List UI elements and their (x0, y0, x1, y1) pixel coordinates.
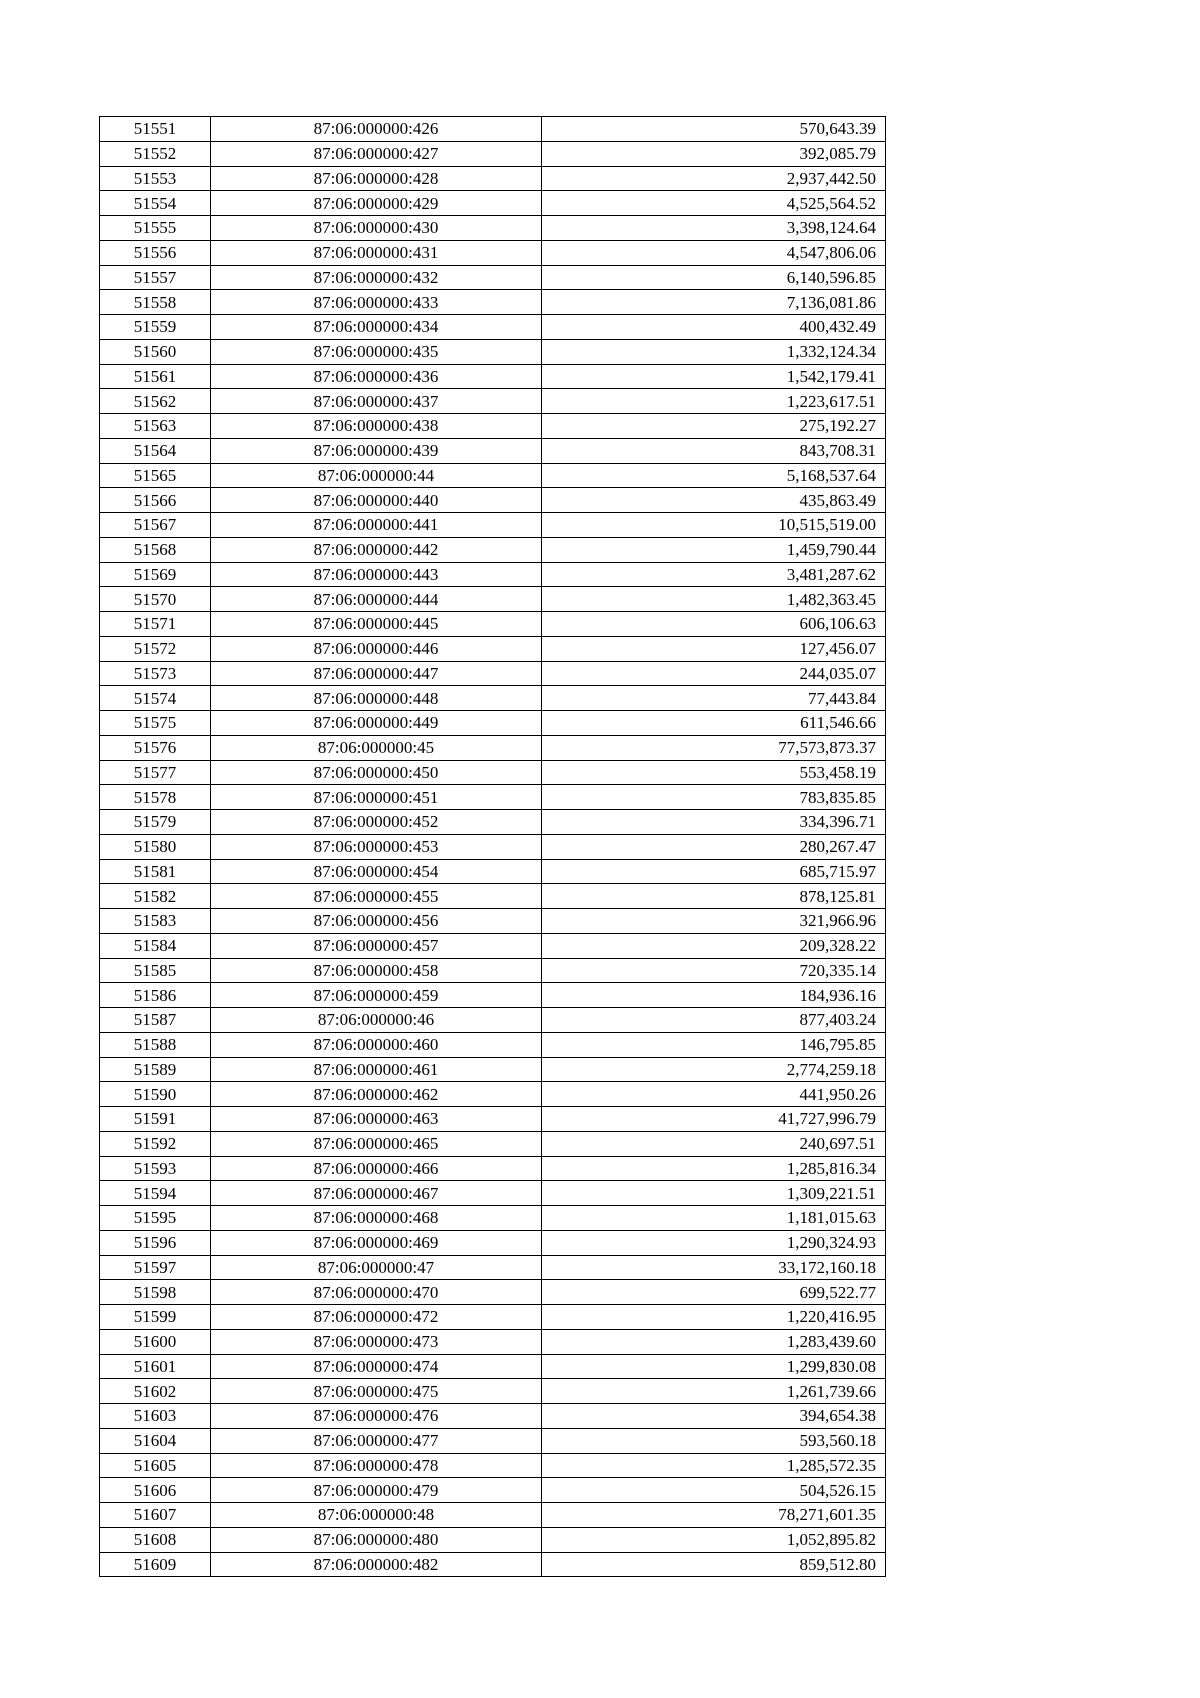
value-cell: 5,168,537.64 (542, 463, 886, 488)
cadastral-number-cell: 87:06:000000:440 (211, 488, 542, 513)
row-number-cell: 51568 (100, 537, 211, 562)
table-row (100, 1478, 886, 1503)
row-number-cell: 51561 (100, 364, 211, 389)
table-row (100, 488, 886, 513)
table-row (100, 1503, 886, 1528)
value-cell: 7,136,081.86 (542, 290, 886, 315)
value-cell: 878,125.81 (542, 884, 886, 909)
cadastral-number-cell: 87:06:000000:477 (211, 1428, 542, 1453)
table-row (100, 859, 886, 884)
cadastral-number-cell: 87:06:000000:468 (211, 1206, 542, 1231)
cadastral-number-cell: 87:06:000000:48 (211, 1503, 542, 1528)
table-row (100, 612, 886, 637)
data-table (99, 116, 886, 1577)
value-cell: 321,966.96 (542, 909, 886, 934)
row-number-cell: 51574 (100, 686, 211, 711)
row-number-cell: 51575 (100, 711, 211, 736)
cadastral-number-cell: 87:06:000000:475 (211, 1379, 542, 1404)
table-row (100, 686, 886, 711)
cadastral-number-cell: 87:06:000000:452 (211, 810, 542, 835)
cadastral-number-cell: 87:06:000000:456 (211, 909, 542, 934)
value-cell: 720,335.14 (542, 958, 886, 983)
value-cell: 606,106.63 (542, 612, 886, 637)
row-number-cell: 51562 (100, 389, 211, 414)
row-number-cell: 51586 (100, 983, 211, 1008)
table-row (100, 1107, 886, 1132)
value-cell: 1,542,179.41 (542, 364, 886, 389)
value-cell: 400,432.49 (542, 315, 886, 340)
value-cell: 33,172,160.18 (542, 1255, 886, 1280)
cadastral-number-cell: 87:06:000000:426 (211, 117, 542, 142)
table-row (100, 1206, 886, 1231)
table-row (100, 265, 886, 290)
table-row (100, 1527, 886, 1552)
row-number-cell: 51578 (100, 785, 211, 810)
value-cell: 441,950.26 (542, 1082, 886, 1107)
row-number-cell: 51593 (100, 1156, 211, 1181)
value-cell: 1,261,739.66 (542, 1379, 886, 1404)
cadastral-number-cell: 87:06:000000:436 (211, 364, 542, 389)
row-number-cell: 51557 (100, 265, 211, 290)
table-row (100, 414, 886, 439)
value-cell: 1,223,617.51 (542, 389, 886, 414)
cadastral-number-cell: 87:06:000000:47 (211, 1255, 542, 1280)
table-row (100, 1181, 886, 1206)
row-number-cell: 51551 (100, 117, 211, 142)
value-cell: 77,443.84 (542, 686, 886, 711)
row-number-cell: 51583 (100, 909, 211, 934)
table-row (100, 1453, 886, 1478)
table-row (100, 760, 886, 785)
cadastral-number-cell: 87:06:000000:461 (211, 1057, 542, 1082)
row-number-cell: 51558 (100, 290, 211, 315)
value-cell: 146,795.85 (542, 1032, 886, 1057)
cadastral-number-cell: 87:06:000000:459 (211, 983, 542, 1008)
value-cell: 334,396.71 (542, 810, 886, 835)
cadastral-number-cell: 87:06:000000:478 (211, 1453, 542, 1478)
row-number-cell: 51603 (100, 1404, 211, 1429)
cadastral-number-cell: 87:06:000000:460 (211, 1032, 542, 1057)
value-cell: 877,403.24 (542, 1008, 886, 1033)
cadastral-number-cell: 87:06:000000:455 (211, 884, 542, 909)
cadastral-number-cell: 87:06:000000:480 (211, 1527, 542, 1552)
table-row (100, 711, 886, 736)
table-row (100, 513, 886, 538)
row-number-cell: 51559 (100, 315, 211, 340)
row-number-cell: 51596 (100, 1230, 211, 1255)
table-row (100, 463, 886, 488)
row-number-cell: 51594 (100, 1181, 211, 1206)
value-cell: 611,546.66 (542, 711, 886, 736)
cadastral-number-cell: 87:06:000000:476 (211, 1404, 542, 1429)
cadastral-number-cell: 87:06:000000:479 (211, 1478, 542, 1503)
row-number-cell: 51600 (100, 1329, 211, 1354)
value-cell: 2,937,442.50 (542, 166, 886, 191)
cadastral-number-cell: 87:06:000000:451 (211, 785, 542, 810)
table-row (100, 785, 886, 810)
value-cell: 41,727,996.79 (542, 1107, 886, 1132)
cadastral-number-cell: 87:06:000000:473 (211, 1329, 542, 1354)
table-row (100, 1057, 886, 1082)
table-row (100, 1032, 886, 1057)
value-cell: 1,482,363.45 (542, 587, 886, 612)
row-number-cell: 51553 (100, 166, 211, 191)
cadastral-number-cell: 87:06:000000:458 (211, 958, 542, 983)
value-cell: 127,456.07 (542, 636, 886, 661)
value-cell: 3,398,124.64 (542, 216, 886, 241)
row-number-cell: 51552 (100, 141, 211, 166)
cadastral-number-cell: 87:06:000000:439 (211, 438, 542, 463)
value-cell: 843,708.31 (542, 438, 886, 463)
table-row (100, 933, 886, 958)
table-row (100, 339, 886, 364)
cadastral-number-cell: 87:06:000000:435 (211, 339, 542, 364)
table-row (100, 834, 886, 859)
row-number-cell: 51563 (100, 414, 211, 439)
row-number-cell: 51597 (100, 1255, 211, 1280)
row-number-cell: 51581 (100, 859, 211, 884)
cadastral-number-cell: 87:06:000000:466 (211, 1156, 542, 1181)
cadastral-number-cell: 87:06:000000:444 (211, 587, 542, 612)
table-row (100, 166, 886, 191)
table-row (100, 117, 886, 142)
row-number-cell: 51598 (100, 1280, 211, 1305)
cadastral-number-cell: 87:06:000000:433 (211, 290, 542, 315)
value-cell: 593,560.18 (542, 1428, 886, 1453)
row-number-cell: 51577 (100, 760, 211, 785)
table-row (100, 1255, 886, 1280)
row-number-cell: 51576 (100, 735, 211, 760)
row-number-cell: 51565 (100, 463, 211, 488)
value-cell: 1,181,015.63 (542, 1206, 886, 1231)
row-number-cell: 51571 (100, 612, 211, 637)
table-row (100, 537, 886, 562)
cadastral-number-cell: 87:06:000000:453 (211, 834, 542, 859)
row-number-cell: 51569 (100, 562, 211, 587)
value-cell: 78,271,601.35 (542, 1503, 886, 1528)
table-row (100, 1354, 886, 1379)
table-row (100, 315, 886, 340)
row-number-cell: 51584 (100, 933, 211, 958)
table-row (100, 983, 886, 1008)
row-number-cell: 51570 (100, 587, 211, 612)
table-row (100, 1230, 886, 1255)
table-row (100, 290, 886, 315)
value-cell: 783,835.85 (542, 785, 886, 810)
row-number-cell: 51554 (100, 191, 211, 216)
table-row (100, 636, 886, 661)
value-cell: 1,285,572.35 (542, 1453, 886, 1478)
table-row (100, 1552, 886, 1577)
cadastral-number-cell: 87:06:000000:427 (211, 141, 542, 166)
value-cell: 244,035.07 (542, 661, 886, 686)
row-number-cell: 51564 (100, 438, 211, 463)
row-number-cell: 51579 (100, 810, 211, 835)
row-number-cell: 51573 (100, 661, 211, 686)
cadastral-number-cell: 87:06:000000:474 (211, 1354, 542, 1379)
table-row (100, 1404, 886, 1429)
cadastral-number-cell: 87:06:000000:447 (211, 661, 542, 686)
cadastral-number-cell: 87:06:000000:449 (211, 711, 542, 736)
value-cell: 275,192.27 (542, 414, 886, 439)
row-number-cell: 51609 (100, 1552, 211, 1577)
row-number-cell: 51567 (100, 513, 211, 538)
table-body (100, 117, 886, 1577)
cadastral-number-cell: 87:06:000000:448 (211, 686, 542, 711)
value-cell: 699,522.77 (542, 1280, 886, 1305)
value-cell: 859,512.80 (542, 1552, 886, 1577)
value-cell: 1,459,790.44 (542, 537, 886, 562)
table-row (100, 735, 886, 760)
cadastral-number-cell: 87:06:000000:472 (211, 1305, 542, 1330)
value-cell: 1,299,830.08 (542, 1354, 886, 1379)
row-number-cell: 51587 (100, 1008, 211, 1033)
value-cell: 392,085.79 (542, 141, 886, 166)
cadastral-number-cell: 87:06:000000:462 (211, 1082, 542, 1107)
cadastral-number-cell: 87:06:000000:443 (211, 562, 542, 587)
value-cell: 435,863.49 (542, 488, 886, 513)
table-row (100, 438, 886, 463)
table-row (100, 1008, 886, 1033)
value-cell: 1,332,124.34 (542, 339, 886, 364)
value-cell: 6,140,596.85 (542, 265, 886, 290)
row-number-cell: 51556 (100, 240, 211, 265)
value-cell: 570,643.39 (542, 117, 886, 142)
cadastral-number-cell: 87:06:000000:457 (211, 933, 542, 958)
value-cell: 1,283,439.60 (542, 1329, 886, 1354)
table-row (100, 958, 886, 983)
value-cell: 4,547,806.06 (542, 240, 886, 265)
cadastral-number-cell: 87:06:000000:430 (211, 216, 542, 241)
cadastral-number-cell: 87:06:000000:463 (211, 1107, 542, 1132)
row-number-cell: 51572 (100, 636, 211, 661)
table-row (100, 1428, 886, 1453)
row-number-cell: 51599 (100, 1305, 211, 1330)
cadastral-number-cell: 87:06:000000:44 (211, 463, 542, 488)
table-row (100, 1329, 886, 1354)
row-number-cell: 51605 (100, 1453, 211, 1478)
cadastral-number-cell: 87:06:000000:450 (211, 760, 542, 785)
cadastral-number-cell: 87:06:000000:465 (211, 1131, 542, 1156)
row-number-cell: 51606 (100, 1478, 211, 1503)
cadastral-number-cell: 87:06:000000:434 (211, 315, 542, 340)
row-number-cell: 51602 (100, 1379, 211, 1404)
table-row (100, 661, 886, 686)
table-row (100, 1379, 886, 1404)
cadastral-number-cell: 87:06:000000:45 (211, 735, 542, 760)
row-number-cell: 51608 (100, 1527, 211, 1552)
row-number-cell: 51601 (100, 1354, 211, 1379)
table-row (100, 909, 886, 934)
value-cell: 1,309,221.51 (542, 1181, 886, 1206)
table-row (100, 810, 886, 835)
value-cell: 240,697.51 (542, 1131, 886, 1156)
row-number-cell: 51560 (100, 339, 211, 364)
table-row (100, 1280, 886, 1305)
row-number-cell: 51604 (100, 1428, 211, 1453)
cadastral-number-cell: 87:06:000000:429 (211, 191, 542, 216)
cadastral-number-cell: 87:06:000000:445 (211, 612, 542, 637)
cadastral-number-cell: 87:06:000000:438 (211, 414, 542, 439)
table-row (100, 1131, 886, 1156)
cadastral-number-cell: 87:06:000000:432 (211, 265, 542, 290)
value-cell: 1,285,816.34 (542, 1156, 886, 1181)
row-number-cell: 51555 (100, 216, 211, 241)
cadastral-number-cell: 87:06:000000:442 (211, 537, 542, 562)
row-number-cell: 51590 (100, 1082, 211, 1107)
table-row (100, 1156, 886, 1181)
table-row (100, 1082, 886, 1107)
value-cell: 209,328.22 (542, 933, 886, 958)
value-cell: 1,290,324.93 (542, 1230, 886, 1255)
value-cell: 3,481,287.62 (542, 562, 886, 587)
cadastral-number-cell: 87:06:000000:446 (211, 636, 542, 661)
cadastral-number-cell: 87:06:000000:467 (211, 1181, 542, 1206)
value-cell: 394,654.38 (542, 1404, 886, 1429)
cadastral-number-cell: 87:06:000000:431 (211, 240, 542, 265)
row-number-cell: 51595 (100, 1206, 211, 1231)
value-cell: 1,052,895.82 (542, 1527, 886, 1552)
table-row (100, 587, 886, 612)
row-number-cell: 51591 (100, 1107, 211, 1132)
table-row (100, 364, 886, 389)
cadastral-number-cell: 87:06:000000:46 (211, 1008, 542, 1033)
value-cell: 685,715.97 (542, 859, 886, 884)
table-row (100, 389, 886, 414)
row-number-cell: 51588 (100, 1032, 211, 1057)
value-cell: 4,525,564.52 (542, 191, 886, 216)
value-cell: 504,526.15 (542, 1478, 886, 1503)
cadastral-number-cell: 87:06:000000:454 (211, 859, 542, 884)
value-cell: 2,774,259.18 (542, 1057, 886, 1082)
row-number-cell: 51607 (100, 1503, 211, 1528)
value-cell: 10,515,519.00 (542, 513, 886, 538)
cadastral-number-cell: 87:06:000000:482 (211, 1552, 542, 1577)
row-number-cell: 51592 (100, 1131, 211, 1156)
value-cell: 1,220,416.95 (542, 1305, 886, 1330)
table-row (100, 240, 886, 265)
cadastral-number-cell: 87:06:000000:441 (211, 513, 542, 538)
row-number-cell: 51582 (100, 884, 211, 909)
table-row (100, 141, 886, 166)
table-row (100, 562, 886, 587)
row-number-cell: 51566 (100, 488, 211, 513)
value-cell: 184,936.16 (542, 983, 886, 1008)
row-number-cell: 51580 (100, 834, 211, 859)
cadastral-number-cell: 87:06:000000:428 (211, 166, 542, 191)
value-cell: 280,267.47 (542, 834, 886, 859)
cadastral-number-cell: 87:06:000000:470 (211, 1280, 542, 1305)
row-number-cell: 51585 (100, 958, 211, 983)
table-row (100, 216, 886, 241)
row-number-cell: 51589 (100, 1057, 211, 1082)
table-row (100, 191, 886, 216)
cadastral-number-cell: 87:06:000000:469 (211, 1230, 542, 1255)
table-row (100, 1305, 886, 1330)
value-cell: 553,458.19 (542, 760, 886, 785)
table-row (100, 884, 886, 909)
cadastral-number-cell: 87:06:000000:437 (211, 389, 542, 414)
value-cell: 77,573,873.37 (542, 735, 886, 760)
